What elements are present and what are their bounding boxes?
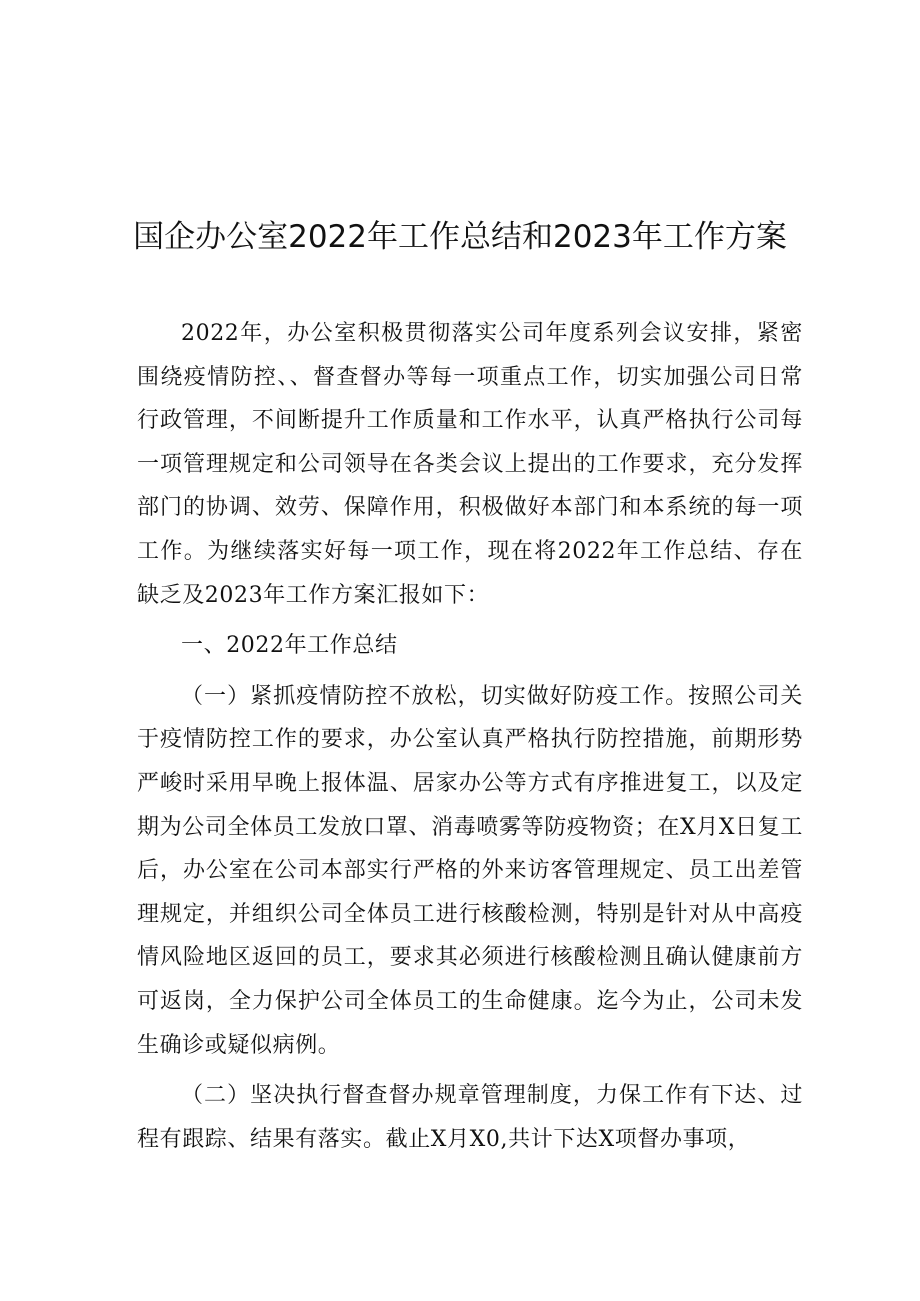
section-paragraph-2: （二）坚决执行督查督办规章管理制度，力保工作有下达、过程有跟踪、结果有落实。截止X月X0,共计下达X项督办事项， [137,1083,803,1152]
section-paragraph-1: （一）紧抓疫情防控不放松，切实做好防疫工作。按照公司关于疫情防控工作的要求，办公室认真严格执行防控措施，前期形势严峻时采用早晚上报体温、居家办公等方式有序推进复工，以及定期为公司全体员工发放口罩、消毒喷雾等防疫物资；在X月X日复工后，办公室在公司本部实行严格的外来访客管理规定、员工出差管理规定，并组织公司全体员工进行核酸检测，特别是针对从中高疫情风险地区返回的员工，要求其必须进行核酸检测且确认健康前方可返岗，全力保护公司全体员工的生命健康。迄今为止，公司未发生确诊或疑似病例。 [137,683,803,1058]
document-title: 国企办公室2022年工作总结和2023年工作方案 [133,219,787,255]
document-body [137,312,803,1161]
intro-paragraph: 2022年，办公室积极贯彻落实公司年度系列会议安排，紧密围绕疫情防控、、督查督办等每一项重点工作，切实加强公司日常行政管理，不间断提升工作质量和工作水平，认真严格执行公司每一项管理规定和公司领导在各类会议上提出的工作要求，充分发挥部门的协调、效劳、保障作用，积极做好本部门和本系统的每一项工作。为继续落实好每一项工作，现在将2022年工作总结、存在缺乏及2023年工作方案汇报如下： [137,321,803,608]
section-heading: 一、2022年工作总结 [181,633,398,659]
